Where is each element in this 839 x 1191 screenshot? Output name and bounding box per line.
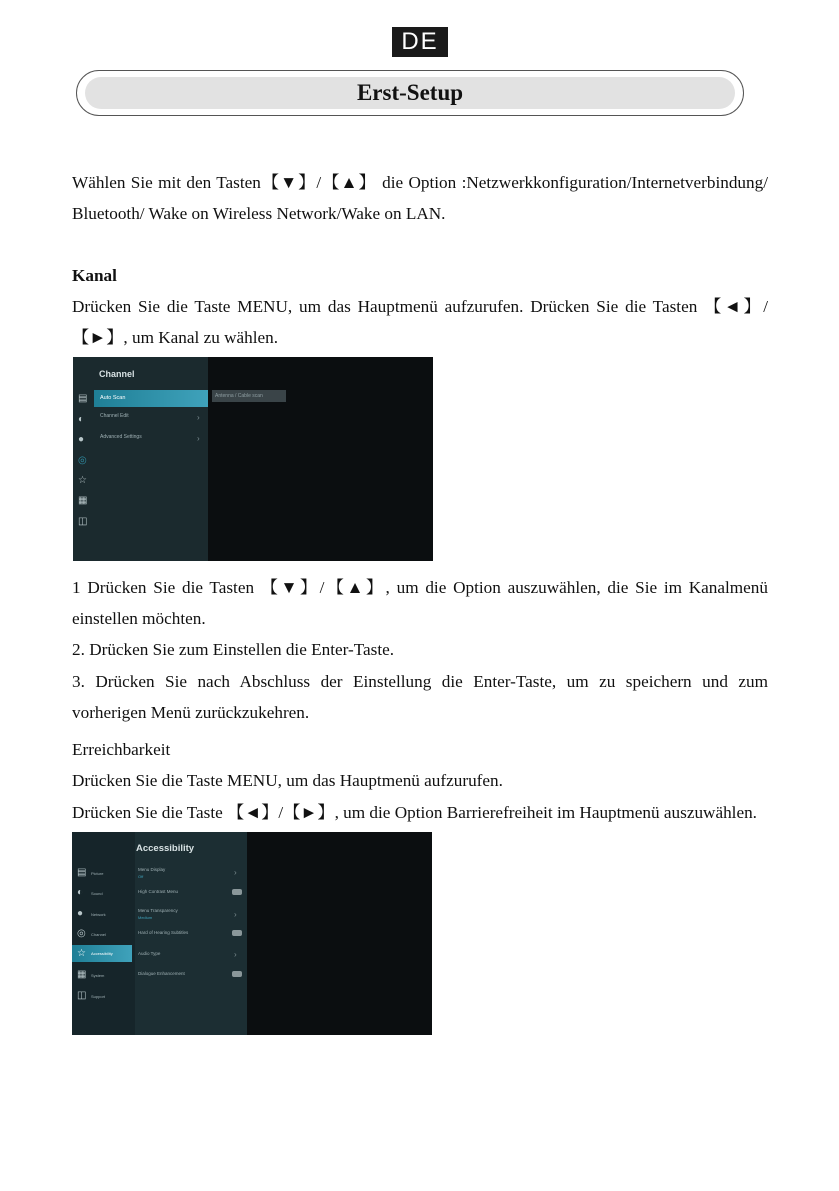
sidebar-item-accessibility[interactable]: Accessibility [72,945,132,962]
accessibility-icon: ☆ [78,475,87,486]
intro-line-2: Bluetooth/ Wake on Wireless Network/Wake on LAN. [72,204,446,223]
chevron-right-icon: › [197,413,200,422]
sidebar-item-system[interactable]: System [91,973,105,978]
channel-menu-item-auto-scan[interactable]: Auto Scan [94,390,208,407]
menu-item-hard-of-hearing[interactable]: Hard of Hearing Subtitles [138,930,189,935]
sidebar-item-channel[interactable]: Channel [91,932,106,937]
accessibility-menu-screenshot [72,832,432,1035]
network-icon: ● [77,908,84,919]
chevron-right-icon: › [234,950,237,959]
channel-submenu-item[interactable]: Antenna / Cable scan [212,390,286,402]
menu-item-menu-display-value: Off [138,874,144,879]
channel-menu-panel [73,357,208,561]
system-icon: ▦ [77,969,87,980]
menu-item-menu-transparency[interactable]: Menu Transparency [138,908,178,913]
language-badge: DE [392,27,448,57]
channel-icon: ◎ [77,928,86,939]
sidebar-item-network[interactable]: Network [91,912,106,917]
step-2: 2. Drücken Sie zum Einstellen die Enter-Taste. [72,640,395,659]
menu-item-high-contrast[interactable]: High Contrast Menu [138,889,179,894]
accessibility-menu-title: Accessibility [136,843,195,854]
chevron-right-icon: › [234,910,237,919]
channel-menu-title: Channel [99,369,135,379]
sidebar-item-picture[interactable]: Picture [91,871,104,876]
kanal-heading: Kanal [72,266,117,285]
kanal-line-1: Drücken Sie die Taste MENU, um das Hauptmenü aufzurufen. Drücken Sie die Tasten 【◄】/ [72,297,768,316]
access-line-2: Drücken Sie die Taste 【◄】/【►】, um die Option Barrierefreiheit im Hauptmenü auszuwählen. [72,803,757,822]
channel-menu-item-advanced-settings[interactable]: Advanced Settings [100,434,142,440]
menu-item-menu-display[interactable]: Menu Display [138,867,166,872]
toggle-switch[interactable] [232,889,242,895]
menu-item-audio-type[interactable]: Audio Type [138,951,161,956]
channel-menu-screenshot [73,357,433,561]
section-title: Erst-Setup [85,77,735,109]
system-icon: ▦ [78,495,88,506]
accessibility-icon: ☆ [77,948,86,959]
channel-menu-item-channel-edit[interactable]: Channel Edit [100,413,129,419]
sidebar-item-sound[interactable]: Sound [91,891,103,896]
toggle-switch[interactable] [232,930,242,936]
access-line-1: Drücken Sie die Taste MENU, um das Hauptmenü aufzurufen. [72,771,503,790]
toggle-switch[interactable] [232,971,242,977]
picture-icon: ▤ [78,393,88,404]
menu-item-menu-transparency-value: Medium [138,915,153,920]
step-1-line-2: einstellen möchten. [72,609,206,628]
channel-icon: ◎ [78,455,87,466]
sound-icon: ◐ [78,414,85,425]
support-icon: ◫ [78,516,88,527]
access-heading: Erreichbarkeit [72,740,171,759]
chevron-right-icon: › [234,868,237,877]
support-icon: ◫ [77,990,87,1001]
kanal-line-2: 【►】, um Kanal zu wählen. [72,328,279,347]
network-icon: ● [78,434,85,445]
menu-item-dialogue-enhancement[interactable]: Dialogue Enhancement [138,971,185,976]
chevron-right-icon: › [197,434,200,443]
section-banner [76,70,744,116]
step-3-line-2: vorherigen Menü zurückzukehren. [72,703,310,722]
step-1-line-1: 1 Drücken Sie die Tasten 【▼】/【▲】, um die Option auszuwählen, die Sie im Kanalmenü [72,578,768,597]
sidebar-item-support[interactable]: Support [91,994,106,999]
picture-icon: ▤ [77,867,87,878]
step-3-line-1: 3. Drücken Sie nach Abschluss der Einstellung die Enter-Taste, um zu speichern und zum [72,672,768,691]
intro-line-1: Wählen Sie mit den Tasten【▼】/【▲】 die Option :Netzwerkkonfiguration/Internetverbindung/ [72,173,768,192]
sound-icon: ◐ [77,887,84,898]
